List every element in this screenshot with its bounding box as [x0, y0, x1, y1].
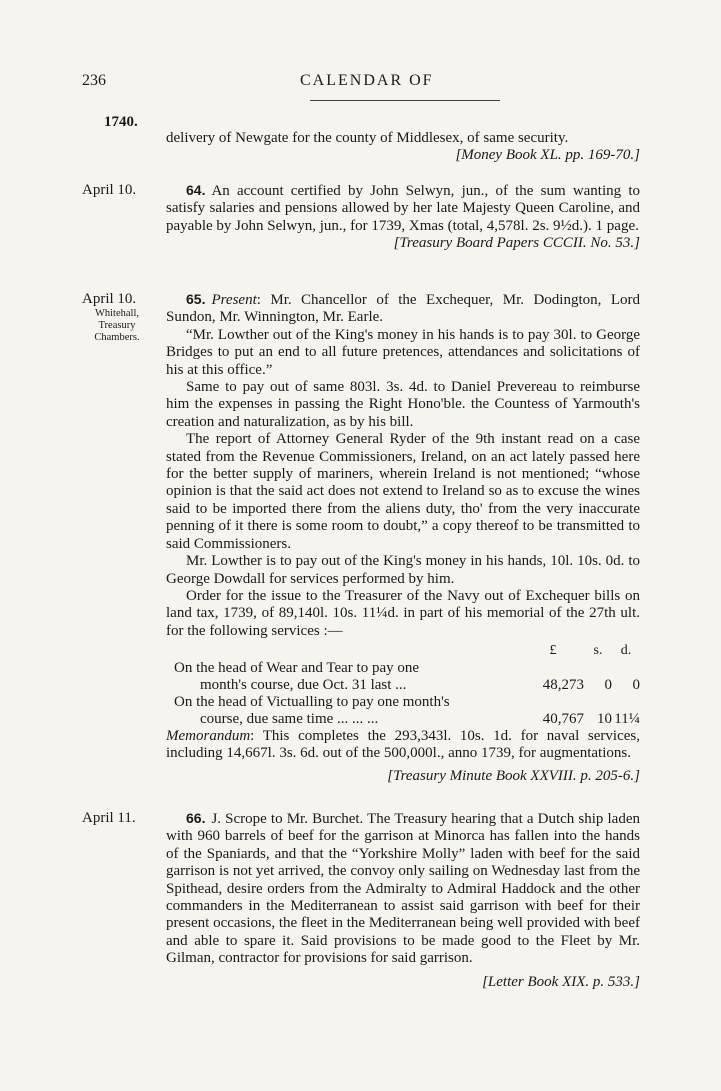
source-citation: [Money Book XL. pp. 169-70.] — [455, 147, 640, 164]
entry65-source — [166, 768, 640, 785]
money-row — [166, 694, 640, 728]
pence-value: 11¼ — [614, 710, 640, 727]
entry-continued-text: delivery of Newgate for the county of Middlesex, of same security. — [166, 130, 569, 146]
present-label: Present — [211, 292, 257, 308]
entry64-text: An account certified by John Selwyn, jun., of the sum wanting to satisfy salaries and pensions allowed by her late Majesty Queen Caroline, and payable by John Selwyn, jun., for 1739, Xmas (total, 4,578l. 2s. 9½d.). 1 page. — [166, 183, 640, 234]
entry66-source — [166, 974, 640, 991]
source-citation: [Treasury Minute Book XXVIII. p. 205-6.] — [387, 768, 640, 785]
money-row-line: On the head of Victualling to pay one month's — [174, 693, 450, 710]
pounds-header: £ — [549, 643, 557, 659]
money-row-line: course, due same time ... ... ... — [200, 710, 379, 727]
pounds-value: 48,273 — [542, 676, 584, 693]
entry65-paragraph: Same to pay out of same 803l. 3s. 4d. to Daniel Prevereau to reimburse him the expenses in passing the Right Hono'ble. the Countess of Yarmouth's creation and naturalization, as by his bill. — [166, 379, 640, 430]
pounds-value: 40,767 — [542, 710, 584, 727]
shillings-header: s. — [593, 643, 603, 659]
entry65-margin — [82, 291, 162, 344]
shillings-value: 10 — [597, 710, 612, 727]
header-rule — [310, 100, 500, 101]
pence-header: d. — [620, 643, 632, 659]
entry65-paragraph: The report of Attorney General Ryder of the 9th instant read on a case stated from the Revenue Commissioners, Ireland, on an act lately passed here for the better supply of mariners, wherein Ireland is not mentioned; “whose opinion is that the said act does not extend to Ireland so as to excuse the wines said to be imported there from the aliens duty, tho' from the very inaccurate penning of it there is some room to doubt,” a copy thereof to be transmitted to said Commissioners. — [166, 431, 640, 552]
entry65-date: April 10. — [82, 291, 137, 307]
entry-64 — [166, 182, 640, 253]
entry-65 — [166, 291, 640, 786]
money-row — [166, 660, 640, 694]
entry66-text: J. Scrope to Mr. Burchet. The Treasury hearing that a Dutch ship laden with 960 barrels of beef for the garrison at Minorca has fallen into the hands of the Spaniards, and that the “Yorkshire Molly” laden with beef for the said garrison is not yet arrived, the convoy only sailing on Wednesday last from the Spithead, desire orders from the Admiralty to Admiral Haddock and the other commanders in the Mediterranean to assist said garrison with beef for their present occasions, the fleet in the Mediterranean being well provided with beef and able to spare it. Said provisions to be made good to the Fleet by Mr. Gilman, contractor for provisions for said garrison. — [166, 811, 640, 967]
source-citation: [Letter Book XIX. p. 533.] — [482, 973, 640, 990]
year-label: 1740. — [104, 114, 138, 130]
money-row-line: month's course, due Oct. 31 last ... — [200, 676, 407, 693]
memorandum-text: : This completes the 293,343l. 10s. 1d. for naval services, including 14,667l. 3s. 6d. out of the 500,000l., anno 1739, for augmentations. — [166, 727, 640, 761]
pence-value: 0 — [632, 676, 640, 693]
entry66-number: 66. — [186, 810, 206, 826]
entry64-source — [166, 235, 640, 252]
entry-continued-source — [166, 147, 640, 164]
running-title: CALENDAR OF — [300, 72, 434, 89]
entry65-number: 65. — [186, 291, 206, 307]
source-citation: [Treasury Board Papers CCCII. No. 53.] — [393, 235, 640, 252]
entry65-paragraph: Mr. Lowther is to pay out of the King's money in his hands, 10l. 10s. 0d. to George Dowdall for services performed by him. — [166, 553, 640, 587]
page-number: 236 — [82, 72, 106, 89]
memorandum — [166, 728, 640, 763]
entry-continued — [166, 130, 640, 165]
entry65-paragraph: Order for the issue to the Treasurer of the Navy out of Exchequer bills on land tax, 1739, of 89,140l. 10s. 11¼d. in part of his memorial of the 27th ult. for the following services :— — [166, 587, 640, 639]
present-text: : Mr. Chancellor of the Exchequer, Mr. Dodington, Lord Sundon, Mr. Winnington, Mr. Earle. — [166, 292, 640, 326]
memorandum-label: Memorandum — [166, 727, 251, 744]
entry-66 — [166, 810, 640, 991]
shillings-value: 0 — [604, 676, 612, 693]
entry65-paragraph: “Mr. Lowther out of the King's money in his hands is to pay 30l. to George Bridges to put an end to all future pretences, attendances and solicitations of his at this office.” — [166, 326, 640, 378]
money-row-line: On the head of Wear and Tear to pay one — [174, 659, 420, 676]
entry66-date: April 11. — [82, 810, 136, 826]
entry65-place: Whitehall, Treasury Chambers. — [94, 308, 140, 343]
money-column-headers — [166, 642, 640, 659]
entry64-date: April 10. — [82, 182, 137, 198]
entry64-number: 64. — [186, 182, 206, 198]
